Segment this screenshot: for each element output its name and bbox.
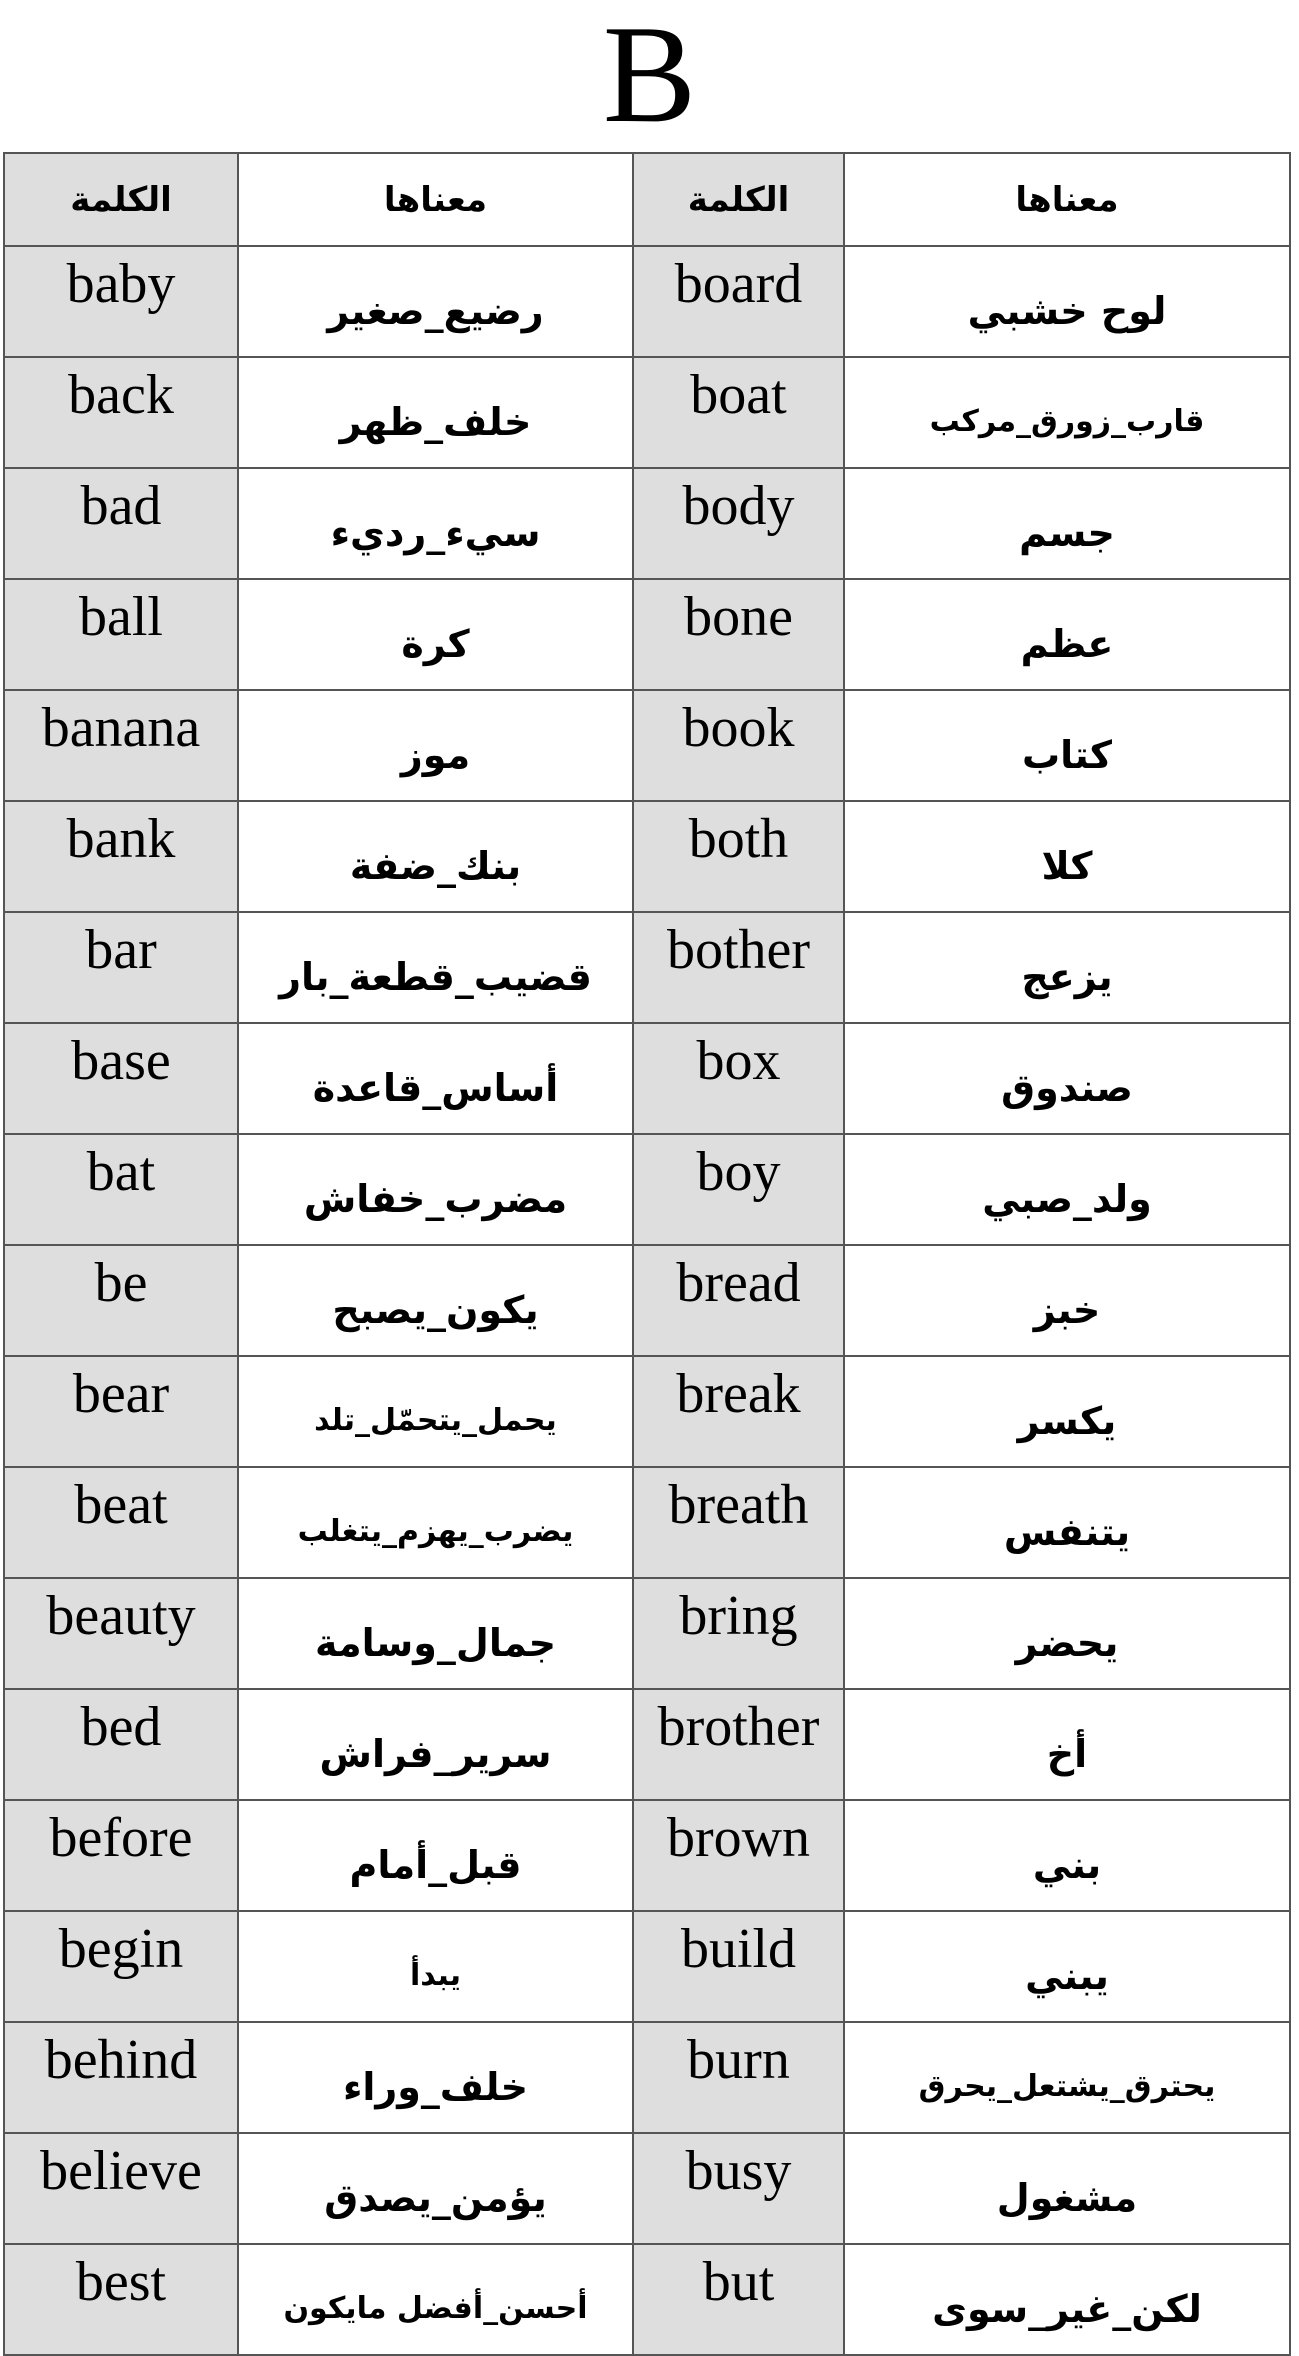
- english-word: behind: [4, 2022, 238, 2133]
- english-word: bar: [4, 912, 238, 1023]
- arabic-meaning: بني: [844, 1800, 1290, 1911]
- english-word: bread: [633, 1245, 844, 1356]
- english-word: bring: [633, 1578, 844, 1689]
- english-word: begin: [4, 1911, 238, 2022]
- english-word: bat: [4, 1134, 238, 1245]
- english-word: body: [633, 468, 844, 579]
- column-header-word: الكلمة: [633, 153, 844, 246]
- english-word: bank: [4, 801, 238, 912]
- arabic-meaning: يحترق_يشتعل_يحرق: [844, 2022, 1290, 2133]
- arabic-meaning: خلف_ظهر: [238, 357, 633, 468]
- arabic-meaning: بنك_ضفة: [238, 801, 633, 912]
- arabic-meaning: يبدأ: [238, 1911, 633, 2022]
- english-word: baby: [4, 246, 238, 357]
- english-word: break: [633, 1356, 844, 1467]
- table-row: [4, 2022, 1290, 2133]
- arabic-meaning: خبز: [844, 1245, 1290, 1356]
- table-row: [4, 468, 1290, 579]
- arabic-meaning: أحسن_أفضل مايكون: [238, 2244, 633, 2355]
- english-word: back: [4, 357, 238, 468]
- english-word: brown: [633, 1800, 844, 1911]
- arabic-meaning: أساس_قاعدة: [238, 1023, 633, 1134]
- arabic-meaning: يتنفس: [844, 1467, 1290, 1578]
- table-row: [4, 357, 1290, 468]
- table-row: [4, 579, 1290, 690]
- table-row: [4, 690, 1290, 801]
- arabic-meaning: يحضر: [844, 1578, 1290, 1689]
- arabic-meaning: يكسر: [844, 1356, 1290, 1467]
- table-row: [4, 1467, 1290, 1578]
- arabic-meaning: جمال_وسامة: [238, 1578, 633, 1689]
- english-word: banana: [4, 690, 238, 801]
- arabic-meaning: كتاب: [844, 690, 1290, 801]
- arabic-meaning: كلا: [844, 801, 1290, 912]
- table-row: [4, 801, 1290, 912]
- arabic-meaning: رضيع_صغير: [238, 246, 633, 357]
- table-row: [4, 1134, 1290, 1245]
- table-row: [4, 1023, 1290, 1134]
- english-word: base: [4, 1023, 238, 1134]
- table-row: [4, 912, 1290, 1023]
- table-row: [4, 2133, 1290, 2244]
- arabic-meaning: قارب_زورق_مركب: [844, 357, 1290, 468]
- arabic-meaning: لوح خشبي: [844, 246, 1290, 357]
- english-word: boat: [633, 357, 844, 468]
- arabic-meaning: قبل_أمام: [238, 1800, 633, 1911]
- english-word: box: [633, 1023, 844, 1134]
- arabic-meaning: جسم: [844, 468, 1290, 579]
- vocabulary-table: [3, 152, 1291, 2356]
- english-word: be: [4, 1245, 238, 1356]
- table-row: [4, 1800, 1290, 1911]
- arabic-meaning: يكون_يصبح: [238, 1245, 633, 1356]
- english-word: busy: [633, 2133, 844, 2244]
- english-word: beat: [4, 1467, 238, 1578]
- table-row: [4, 2244, 1290, 2355]
- arabic-meaning: أخ: [844, 1689, 1290, 1800]
- english-word: bear: [4, 1356, 238, 1467]
- arabic-meaning: يضرب_يهزم_يتغلب: [238, 1467, 633, 1578]
- english-word: best: [4, 2244, 238, 2355]
- english-word: breath: [633, 1467, 844, 1578]
- table-row: [4, 1689, 1290, 1800]
- arabic-meaning: عظم: [844, 579, 1290, 690]
- english-word: both: [633, 801, 844, 912]
- table-row: [4, 1911, 1290, 2022]
- arabic-meaning: يزعج: [844, 912, 1290, 1023]
- english-word: bad: [4, 468, 238, 579]
- english-word: bed: [4, 1689, 238, 1800]
- table-row: [4, 1356, 1290, 1467]
- english-word: boy: [633, 1134, 844, 1245]
- english-word: build: [633, 1911, 844, 2022]
- english-word: ball: [4, 579, 238, 690]
- english-word: before: [4, 1800, 238, 1911]
- english-word: bone: [633, 579, 844, 690]
- arabic-meaning: قضيب_قطعة_بار: [238, 912, 633, 1023]
- english-word: book: [633, 690, 844, 801]
- english-word: bother: [633, 912, 844, 1023]
- english-word: board: [633, 246, 844, 357]
- arabic-meaning: كرة: [238, 579, 633, 690]
- arabic-meaning: يحمل_يتحمّل_تلد: [238, 1356, 633, 1467]
- english-word: but: [633, 2244, 844, 2355]
- arabic-meaning: خلف_وراء: [238, 2022, 633, 2133]
- arabic-meaning: يبني: [844, 1911, 1290, 2022]
- arabic-meaning: مشغول: [844, 2133, 1290, 2244]
- arabic-meaning: لكن_غير_سوى: [844, 2244, 1290, 2355]
- column-header-meaning: معناها: [844, 153, 1290, 246]
- table-row: [4, 246, 1290, 357]
- table-header-row: [4, 153, 1290, 246]
- page-title: B: [602, 0, 697, 152]
- english-word: beauty: [4, 1578, 238, 1689]
- english-word: brother: [633, 1689, 844, 1800]
- english-word: believe: [4, 2133, 238, 2244]
- arabic-meaning: مضرب_خفاش: [238, 1134, 633, 1245]
- arabic-meaning: صندوق: [844, 1023, 1290, 1134]
- table-row: [4, 1245, 1290, 1356]
- column-header-meaning: معناها: [238, 153, 633, 246]
- table-row: [4, 1578, 1290, 1689]
- arabic-meaning: سيء_رديء: [238, 468, 633, 579]
- arabic-meaning: موز: [238, 690, 633, 801]
- column-header-word: الكلمة: [4, 153, 238, 246]
- english-word: burn: [633, 2022, 844, 2133]
- arabic-meaning: يؤمن_يصدق: [238, 2133, 633, 2244]
- arabic-meaning: ولد_صبي: [844, 1134, 1290, 1245]
- arabic-meaning: سرير_فراش: [238, 1689, 633, 1800]
